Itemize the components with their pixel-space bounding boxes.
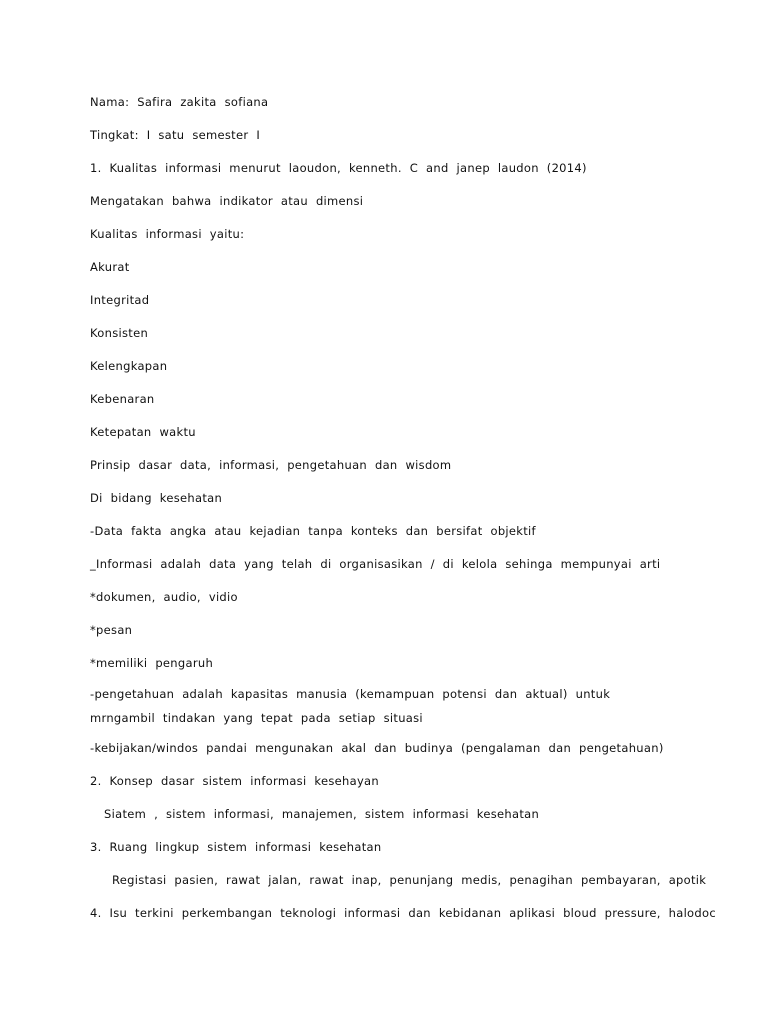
item-1-heading: 1. Kualitas informasi menurut laoudon, kenneth. C and janep laudon (2014) bbox=[90, 161, 587, 175]
list-item: Akurat bbox=[90, 260, 130, 274]
text-line: Kualitas informasi yaitu: bbox=[90, 227, 245, 241]
level-line: Tingkat: I satu semester I bbox=[90, 128, 261, 142]
list-item: Integritad bbox=[90, 293, 150, 307]
bullet-item: *dokumen, audio, vidio bbox=[90, 590, 238, 604]
list-item: Kelengkapan bbox=[90, 359, 168, 373]
text-paragraph: -pengetahuan adalah kapasitas manusia (kemampuan potensi dan aktual) untuk mrngambil tindakan yang tepat pada setiap situasi bbox=[90, 687, 611, 725]
list-item: Konsisten bbox=[90, 326, 149, 340]
text-line: -kebijakan/windos pandai mengunakan akal dan budinya (pengalaman dan pengetahuan) bbox=[90, 741, 664, 755]
text-line: Di bidang kesehatan bbox=[90, 491, 223, 505]
name-line: Nama: Safira zakita sofiana bbox=[90, 95, 269, 109]
item-3-heading: 3. Ruang lingkup sistem informasi kesehatan bbox=[90, 840, 382, 854]
text-line: _Informasi adalah data yang telah di organisasikan / di kelola sehinga mempunyai arti bbox=[90, 557, 661, 571]
list-item: Kebenaran bbox=[90, 392, 155, 406]
list-item: Ketepatan waktu bbox=[90, 425, 196, 439]
bullet-item: *memiliki pengaruh bbox=[90, 656, 214, 670]
text-line: Prinsip dasar data, informasi, pengetahuan dan wisdom bbox=[90, 458, 452, 472]
item-4-heading: 4. Isu terkini perkembangan teknologi informasi dan kebidanan aplikasi bloud pressure, halodoc bbox=[90, 906, 716, 920]
bullet-item: *pesan bbox=[90, 623, 133, 637]
text-line: Siatem , sistem informasi, manajemen, sistem informasi kesehatan bbox=[104, 807, 540, 821]
text-line: Mengatakan bahwa indikator atau dimensi bbox=[90, 194, 364, 208]
item-2-heading: 2. Konsep dasar sistem informasi kesehayan bbox=[90, 774, 379, 788]
text-line: -Data fakta angka atau kejadian tanpa konteks dan bersifat objektif bbox=[90, 524, 536, 538]
text-line: Registasi pasien, rawat jalan, rawat inap, penunjang medis, penagihan pembayaran, apotik bbox=[112, 873, 707, 887]
